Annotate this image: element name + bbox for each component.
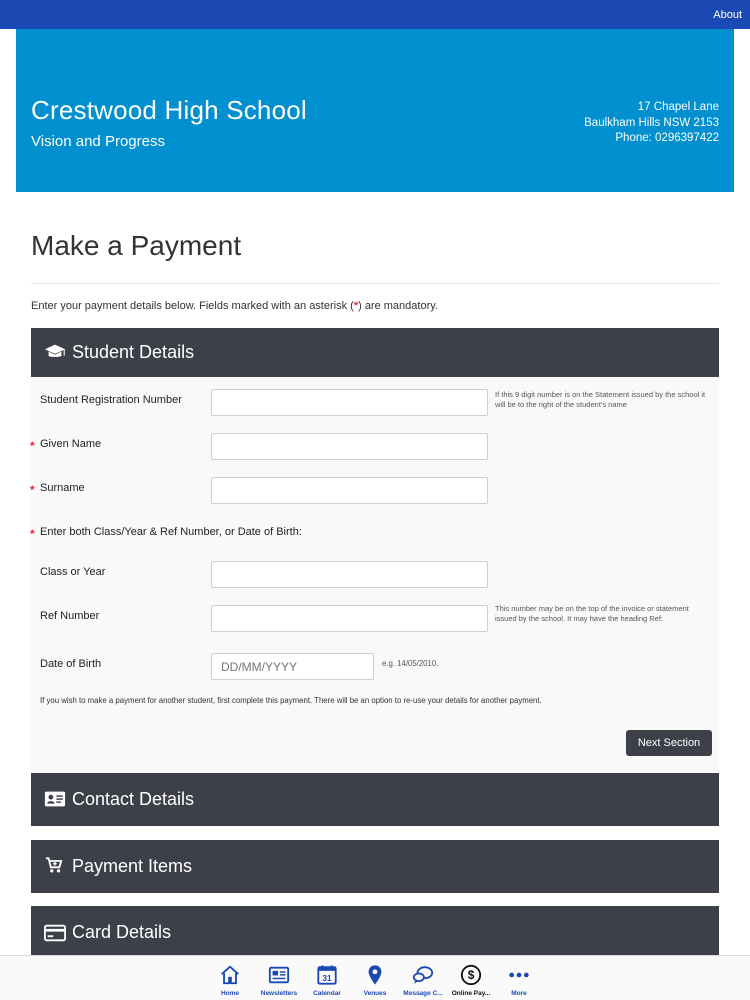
surname-input[interactable] bbox=[211, 477, 488, 504]
calendar-icon-text: 31 bbox=[322, 973, 332, 983]
tab-label: Online Pay... bbox=[451, 990, 491, 997]
payment-items-title: Payment Items bbox=[72, 856, 193, 876]
tab-label: Newsletters bbox=[260, 990, 298, 997]
given-name-input[interactable] bbox=[211, 433, 488, 460]
tab-more[interactable] bbox=[497, 964, 541, 997]
dollar-circle-icon bbox=[460, 964, 482, 986]
required-marker: * bbox=[30, 439, 35, 453]
tab-label: Message C... bbox=[403, 990, 443, 997]
given-name-label: Given Name bbox=[40, 438, 102, 450]
tab-newsletters[interactable] bbox=[257, 964, 301, 997]
student-details-header[interactable] bbox=[31, 328, 719, 377]
payment-items-header[interactable] bbox=[31, 840, 719, 893]
chat-bubbles-icon bbox=[412, 964, 434, 986]
intro-text bbox=[31, 300, 438, 312]
calendar-icon bbox=[316, 964, 338, 986]
tab-label: Calendar bbox=[313, 990, 341, 997]
bottom-tab-bar bbox=[0, 955, 750, 1000]
newsletter-icon bbox=[268, 964, 290, 986]
school-address bbox=[584, 100, 719, 147]
tab-label: Home bbox=[220, 990, 240, 997]
card-details-title: Card Details bbox=[72, 922, 172, 942]
intro-text-start: Enter your payment details below. Fields marked with an asterisk ( bbox=[31, 300, 354, 312]
id-card-icon bbox=[44, 789, 66, 809]
tab-label: Venues bbox=[363, 990, 387, 997]
tab-home[interactable] bbox=[208, 964, 252, 997]
student-details-title: Student Details bbox=[72, 342, 195, 362]
map-pin-icon bbox=[364, 964, 386, 986]
class-year-label: Class or Year bbox=[40, 566, 106, 578]
tab-online-payments[interactable] bbox=[449, 964, 493, 997]
tab-message-centre[interactable] bbox=[401, 964, 445, 997]
svg-text:$: $ bbox=[467, 968, 475, 983]
intro-text-end: ) are mandatory. bbox=[358, 300, 438, 312]
page-title: Make a Payment bbox=[31, 230, 242, 261]
either-requirement-label: Enter both Class/Year & Ref Number, or Date of Birth: bbox=[40, 526, 302, 538]
more-dots-icon bbox=[508, 964, 530, 986]
school-name: Crestwood High School bbox=[31, 95, 307, 125]
credit-card-icon bbox=[44, 923, 66, 943]
reg-number-input[interactable] bbox=[211, 389, 488, 416]
address-line-2: Baulkham Hills NSW 2153 bbox=[584, 116, 719, 129]
dob-input[interactable] bbox=[211, 653, 374, 680]
school-motto: Vision and Progress bbox=[31, 133, 165, 150]
phone-number[interactable]: Phone: 0296397422 bbox=[615, 132, 719, 144]
address-line-1: 17 Chapel Lane bbox=[637, 101, 719, 113]
title-divider bbox=[31, 283, 719, 284]
contact-details-title: Contact Details bbox=[72, 789, 195, 809]
another-student-note: If you wish to make a payment for another student, first complete this payment. There will be an option to re-use your details for another payment. bbox=[40, 696, 542, 705]
tab-venues[interactable] bbox=[353, 964, 397, 997]
ref-number-hint: This number may be on the top of the invoice or statement issued by the school. It may have the heading Ref: bbox=[495, 604, 689, 623]
class-year-input[interactable] bbox=[211, 561, 488, 588]
reg-number-hint: If this 9 digit number is on the Statement issued by the school it will be to the right of the student's name bbox=[495, 390, 706, 409]
required-marker: * bbox=[30, 483, 35, 497]
school-banner bbox=[16, 29, 734, 192]
contact-details-header[interactable] bbox=[31, 773, 719, 826]
surname-label: Surname bbox=[40, 482, 85, 494]
next-section-button[interactable]: Next Section bbox=[626, 730, 712, 756]
about-link[interactable]: About bbox=[713, 9, 742, 21]
card-details-header[interactable] bbox=[31, 906, 719, 958]
reg-number-label: Student Registration Number bbox=[40, 394, 182, 406]
cart-plus-icon bbox=[45, 857, 63, 874]
required-marker: * bbox=[30, 527, 35, 541]
graduation-cap-icon bbox=[44, 342, 66, 362]
ref-number-input[interactable] bbox=[211, 605, 488, 632]
top-bar bbox=[0, 0, 750, 29]
dob-label: Date of Birth bbox=[40, 658, 102, 670]
tab-label: More bbox=[511, 990, 527, 997]
dob-example: e.g. 14/05/2010. bbox=[382, 659, 439, 668]
intro-asterisk: * bbox=[353, 300, 359, 312]
home-icon bbox=[219, 964, 241, 986]
tab-calendar[interactable] bbox=[305, 964, 349, 997]
ref-number-label: Ref Number bbox=[40, 610, 100, 622]
